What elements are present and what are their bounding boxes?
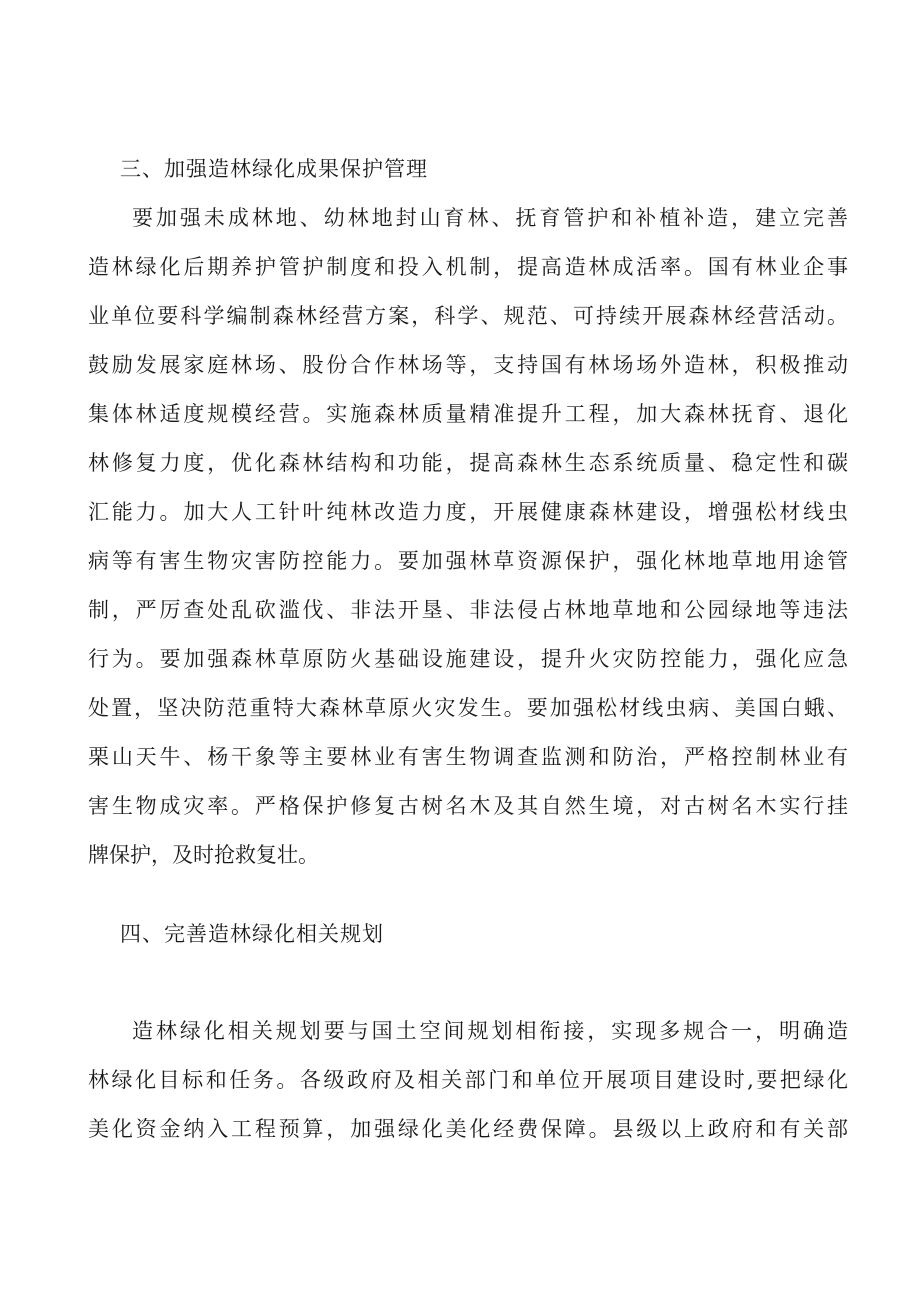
section-4-line: 造林绿化相关规划要与国土空间规划相衔接，实现多规合一，明确造: [132, 1019, 848, 1043]
section-4-line: 美化资金纳入工程预算，加强绿化美化经费保障。县级以上政府和有关部: [88, 1117, 848, 1141]
section-3-line: 害生物成灾率。严格保护修复古树名木及其自然生境，对古树名木实行挂: [88, 794, 848, 818]
section-3-line: 制，严厉查处乱砍滥伐、非法开垦、非法侵占林地草地和公园绿地等违法: [88, 598, 848, 622]
section-4-line: 林绿化目标和任务。各级政府及相关部门和单位开展项目建设时,要把绿化: [88, 1068, 848, 1092]
section-3-line: 要加强未成林地、幼林地封山育林、抚育管护和补植补造，建立完善: [132, 206, 848, 230]
section-3-line: 处置，坚决防范重特大森林草原火灾发生。要加强松材线虫病、美国白蛾、: [88, 696, 848, 720]
section-3-line: 病等有害生物灾害防控能力。要加强林草资源保护，强化林地草地用途管: [88, 549, 848, 573]
section-4-heading: 四、完善造林绿化相关规划: [120, 922, 384, 946]
section-3-heading: 三、加强造林绿化成果保护管理: [120, 157, 428, 181]
section-3-line: 集体林适度规模经营。实施森林质量精准提升工程，加大森林抚育、退化: [88, 402, 848, 426]
section-3-line: 行为。要加强森林草原防火基础设施建设，提升火灾防控能力，强化应急: [88, 647, 848, 671]
section-3-line: 业单位要科学编制森林经营方案，科学、规范、可持续开展森林经营活动。: [88, 304, 848, 328]
section-3-line: 造林绿化后期养护管护制度和投入机制，提高造林成活率。国有林业企事: [88, 255, 848, 279]
section-3-line: 鼓励发展家庭林场、股份合作林场等，支持国有林场场外造林，积极推动: [88, 353, 848, 377]
section-3-line: 林修复力度，优化森林结构和功能，提高森林生态系统质量、稳定性和碳: [88, 451, 848, 475]
section-3-line: 栗山天牛、杨干象等主要林业有害生物调查监测和防治，严格控制林业有: [88, 745, 848, 769]
section-3-line: 牌保护，及时抢救复壮。: [88, 843, 319, 867]
section-3-line: 汇能力。加大人工针叶纯林改造力度，开展健康森林建设，增强松材线虫: [88, 500, 848, 524]
